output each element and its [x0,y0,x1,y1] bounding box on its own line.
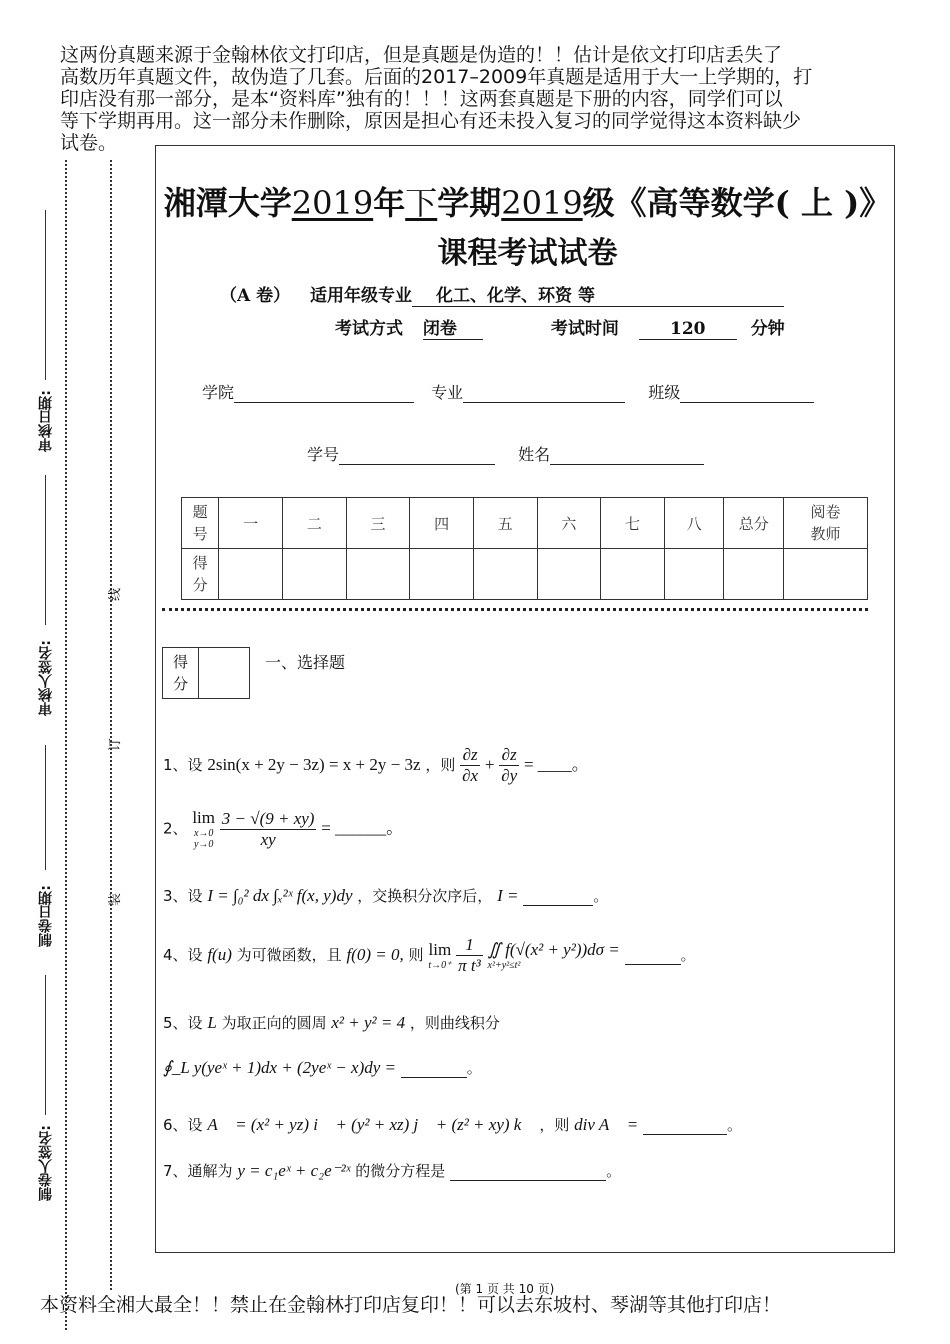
binding-char-staple: 装 [108,892,124,907]
q5-end: 。 [466,1059,482,1077]
q2-number: 2、 [163,819,188,838]
q4-region: x²+y²≤t² [487,960,521,971]
q5-line-integral: ∮_L y(yeˣ + 1)dx + (2yeˣ − x)dy = [163,1058,396,1077]
notice-line: 试卷。 [60,132,118,154]
score-cell[interactable] [410,549,474,600]
footer-notice: 本资料全湘大最全！！禁止在金翰林打印店复印！！可以去东坡村、琴湖等其他打印店！ [40,1294,782,1316]
notice-text [60,44,940,154]
header-cell: 五 [473,498,537,549]
class-label: 班级 [648,383,681,402]
score-cell[interactable] [601,549,665,600]
time-unit: 分钟 [750,319,785,339]
q4-coef-num: 1 [456,935,483,956]
header-cell: 四 [410,498,474,549]
section-score-box [162,647,250,699]
q2-fraction [220,809,317,850]
q2-lim: lim [192,808,215,827]
q4-coef-den: π t³ [458,956,481,975]
exam-subtitle: 课程考试试卷 [437,236,618,271]
binding-char-line: 线 [108,587,124,602]
question-5-integral [163,1057,482,1078]
section-score-label: 得 分 [163,648,199,698]
score-cell[interactable] [346,549,410,600]
q3-mid: ，交换积分次序后， [357,887,493,905]
binding-char-bind: 订 [108,737,124,752]
time-value: 120 [639,319,737,340]
header-cell: 三 [346,498,410,549]
college-field[interactable] [234,383,414,403]
q5-number: 5、设 [163,1014,203,1032]
page-number: (第 1 页 共 10 页) [455,1282,555,1296]
header-cell: 阅卷 教师 [784,498,868,549]
header-cell: 八 [664,498,724,549]
review-date-rule [45,210,46,380]
class-field[interactable] [680,383,814,403]
mode-value: 闭卷 [423,314,483,340]
question-6 [163,1114,742,1135]
q4-integrand: ∬ f(√(x² + y²))dσ = [487,940,620,959]
header-cell: 一 [219,498,283,549]
score-row-label: 得 分 [182,549,219,600]
header-cell: 二 [283,498,347,549]
paper-line [220,281,784,307]
q2-denominator: xy [260,829,276,849]
q2-numerator: 3 − √(9 + xy) [221,808,315,828]
q1-dzdx: $\frac{\partial z}{\partial x}$ [462,745,479,785]
q2-cond2: y→0 [193,839,214,850]
title-year-suffix: 年 [373,184,406,222]
title-grade: 2019 [501,184,583,222]
q1-number: 1、设 [163,756,203,774]
header-cell: 题 号 [182,498,219,549]
question-5 [163,1012,500,1033]
question-3 [163,885,608,906]
title-school: 湘潭大学 [163,184,292,222]
score-cell[interactable] [473,549,537,600]
q1-end: = ____。 [523,755,589,774]
score-cell[interactable] [724,549,784,600]
score-table [181,497,868,600]
title-term-suffix: 学期 [437,184,502,222]
q2-cond1: x→0 [193,828,214,839]
paper-version: （A 卷） [220,286,291,306]
time-label: 考试时间 [550,319,619,339]
q5-text2: ，则曲线积分 [409,1014,500,1032]
q4-number: 4、设 [163,946,203,964]
maker-sign-rule [45,975,46,1115]
review-date-label: 审核日期: [38,390,54,452]
score-cell[interactable] [283,549,347,600]
binding-dotted-line-outer [65,160,67,1330]
q3-blank[interactable] [523,887,593,906]
title-term: 下 [405,184,438,222]
student-info-row1 [202,380,814,403]
q4-condition: f(0) = 0, [346,945,404,964]
question-1: 1、设 2sin(x + 2y − 3z) = x + 2y − 3z ，则 $\frac{\partial z}{\partial x}$ + $\frac{\partial z}{\partial y}$ = ____。 [163,745,589,785]
score-table-header-row [182,498,868,549]
q5-L: L [207,1013,217,1032]
q6-number: 6、设 [163,1116,203,1134]
q6-vector: A⃗ = (x² + yz) i⃗ + (y² + xz) j⃗ + (z² + xy) k⃗ [207,1115,535,1134]
score-cell[interactable] [537,549,601,600]
q1-dzdy: $\frac{\partial z}{\partial y}$ [501,745,518,785]
q4-limit [428,940,451,971]
notice-line: 高数历年真题文件，故伪造了几套。后面的2017–2009年真题是适用于大一上学期的，打 [60,66,813,88]
q7-solution: y = c₁eˣ + c₂e⁻²ˣ [237,1161,351,1180]
q3-lhs: I = [497,886,519,905]
reviewer-sign-rule [45,475,46,625]
header-cell: 总分 [724,498,784,549]
q4-blank[interactable] [625,946,681,965]
dotted-separator [162,608,868,611]
q4-end: 。 [680,946,696,964]
exam-paper-frame [155,145,895,1253]
q3-number: 3、设 [163,887,203,905]
q7-end: 。 [606,1162,622,1180]
score-cell[interactable] [784,549,868,600]
score-table-score-row [182,549,868,600]
score-cell[interactable] [219,549,283,600]
q5-text1: 为取正向的圆周 [221,1014,327,1032]
q4-coefficient [456,935,483,976]
q6-div: div A⃗ = [574,1115,639,1134]
name-field[interactable] [550,445,704,465]
majors-label: 适用年级专业 [310,286,413,306]
make-date-rule [45,745,46,870]
mode-label: 考试方式 [335,319,403,339]
q2-end: = ______。 [321,818,404,838]
q3-end: 。 [593,887,609,905]
notice-line: 印店没有那一部分，是本“资料库”独有的！！！这两套真题是下册的内容，同学们可以 [60,88,783,110]
q6-blank[interactable] [643,1116,727,1135]
notice-line: 这两份真题来源于金翰林依文打印店，但是真题是伪造的！！估计是依文打印店丢失了 [60,44,783,66]
header-cell: 七 [601,498,665,549]
majors-value: 化工、化学、环资 等 [412,281,784,307]
binding-dotted-line-inner [110,160,112,1290]
q4-double-integral [488,940,620,971]
q4-lim: lim [428,940,452,959]
q4-text1: 为可微函数，且 [236,946,342,964]
title-course: 级《高等数学( 上 )》 [582,184,892,222]
make-date-label: 制卷日期: [38,885,54,947]
college-label: 学院 [202,383,235,402]
q1-equation: 2sin(x + 2y − 3z) = x + 2y − 3z [207,755,421,774]
maker-sign-label: 制卷人签名: [38,1125,54,1201]
q3-integral: I = ∫₀² dx ∫ₓ²ˣ f(x, y)dy [207,886,353,905]
header-cell: 六 [537,498,601,549]
q6-mid: ，则 [539,1116,570,1134]
q6-end: 。 [726,1116,742,1134]
notice-line: 等下学期再用。这一部分未作删除，原因是担心有还未投入复习的同学觉得这本资料缺少 [60,110,802,132]
q2-limit [192,808,215,850]
q1-mid: ，则 [425,756,456,774]
major-field[interactable] [463,383,625,403]
question-2 [163,808,403,850]
section-title: 一、选择题 [265,653,346,672]
q4-limsub: t→0⁺ [428,960,452,971]
question-4 [163,935,696,976]
id-label: 学号 [307,445,340,464]
exam-title [160,178,895,224]
id-field[interactable] [339,445,495,465]
score-cell[interactable] [664,549,724,600]
q4-fu: f(u) [207,945,232,964]
q4-then: 则 [408,946,424,964]
q7-blank[interactable] [450,1162,606,1181]
student-info-row2 [307,442,704,465]
name-label: 姓名 [518,445,551,464]
title-year: 2019 [291,184,374,222]
reviewer-sign-label: 审核人签名: [38,640,54,716]
exam-mode-line [335,314,785,340]
q7-text: 的微分方程是 [355,1162,446,1180]
major-label: 专业 [431,383,464,402]
q5-circle: x² + y² = 4 [331,1013,406,1032]
question-7 [163,1160,621,1181]
q5-blank[interactable] [401,1059,467,1078]
q7-number: 7、通解为 [163,1162,233,1180]
